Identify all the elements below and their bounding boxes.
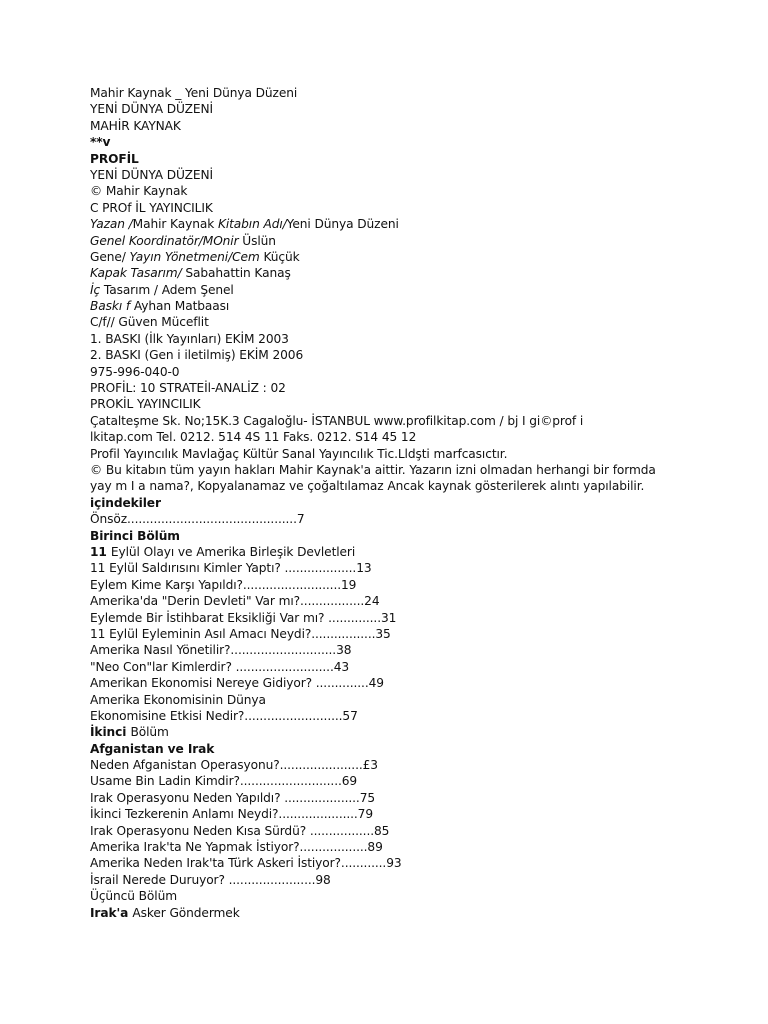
- part3-heading: Üçüncü Bölüm: [90, 889, 177, 904]
- toc-entry: Neden Afganistan Operasyonu?......................£3: [90, 758, 378, 773]
- interior-label: İç: [90, 282, 104, 297]
- toc-entry: Amerika Nasıl Yönetilir?............................38: [90, 643, 352, 658]
- toc-entry: İsrail Nerede Duruyor? .......................98: [90, 872, 331, 887]
- second-edition: 2. BASKI (Gen i iletilmiş) EKİM 2006: [90, 348, 304, 363]
- imprint-title: YENİ DÜNYA DÜZENİ: [90, 167, 214, 182]
- toc-entry: Amerika'da "Derin Devleti" Var mı?.................24: [90, 594, 380, 609]
- publisher-logo-text: PROFİL: [90, 151, 139, 166]
- copyright-line: © Mahir Kaynak: [90, 184, 188, 199]
- toc-entry: Amerika Ekonomisinin Dünya: [90, 692, 266, 707]
- part1-subtitle: [90, 544, 690, 560]
- toc-entry: Eylem Kime Karşı Yapıldı?..........................19: [90, 577, 357, 592]
- director-prefix: Gene/: [90, 249, 130, 264]
- book-title-upper: YENİ DÜNYA DÜZENİ: [90, 102, 214, 117]
- part3-subtitle-bold: Irak'a: [90, 905, 133, 920]
- coordinator-value: Üslün: [242, 233, 276, 248]
- binding-credit: C/f// Güven Müceflit: [90, 315, 209, 330]
- cover-design-credit: [90, 265, 690, 281]
- part3-subtitle-rest: Asker Göndermek: [132, 905, 240, 920]
- interior-design-credit: [90, 282, 690, 298]
- part3-subtitle: [90, 905, 690, 921]
- toc-entry: "Neo Con"lar Kimlerdir? ..........................43: [90, 659, 350, 674]
- toc-entry: Amerika Neden Irak'ta Türk Askeri İstiyor?............93: [90, 856, 402, 871]
- part2-heading-bold: İkinci: [90, 725, 131, 740]
- toc-entry: İkinci Tezkerenin Anlamı Neydi?.....................79: [90, 807, 373, 822]
- publisher-name: PROKİL YAYINCILIK: [90, 397, 201, 412]
- director-credit: [90, 249, 690, 265]
- coordinator-credit: [90, 233, 690, 249]
- coordinator-label: Genel Koordinatör/MOnir: [90, 233, 243, 248]
- part1-subtitle-text: Eylül Olayı ve Amerika Birleşik Devletleri: [110, 545, 356, 559]
- toc-entry: Eylemde Bir İstihbarat Eksikliği Var mı? ..............31: [90, 610, 397, 625]
- interior-value: Tasarım / Adem Şenel: [103, 282, 234, 297]
- asterisk-mark: **v: [90, 135, 111, 150]
- author-value: Mahir Kaynak: [132, 217, 218, 232]
- toc-entry: Irak Operasyonu Neden Yapıldı? ....................75: [90, 790, 375, 805]
- book-name-value: Yeni Dünya Düzeni: [286, 217, 399, 232]
- toc-entry: 11 Eylül Saldırısını Kimler Yaptı? ...................13: [90, 561, 372, 576]
- part2-heading-rest: Bölüm: [130, 725, 169, 740]
- document-page: [90, 85, 690, 921]
- first-edition: 1. BASKI (İlk Yayınları) EKİM 2003: [90, 331, 289, 346]
- toc-entry: Usame Bin Ladin Kimdir?...........................69: [90, 774, 358, 789]
- part2-heading: [90, 724, 690, 740]
- toc-entry: Ekonomisine Etkisi Nedir?..........................57: [90, 708, 358, 723]
- author-label: Yazan /: [90, 217, 133, 232]
- toc-entry: 11 Eylül Eyleminin Asıl Amacı Neydi?.................35: [90, 626, 391, 641]
- publisher-line: C PROf İL YAYINCILIK: [90, 200, 213, 215]
- cover-label: Kapak Tasarım/: [90, 266, 186, 281]
- part1-heading: Birinci Bölüm: [90, 528, 180, 543]
- rights-notice: © Bu kitabın tüm yayın hakları Mahir Kaynak'a aittir. Yazarın izni olmadan herhangi bir formda yay m I a nama?, Kopyalanamaz ve çoğaltılamaz Ancak kaynak gösterilerek alıntı yapılabilir.: [90, 463, 656, 494]
- toc-entry: Irak Operasyonu Neden Kısa Sürdü? .................85: [90, 823, 390, 838]
- book-name-label: Kitabın Adı/: [217, 217, 287, 232]
- director-label: Yayın Yönetmeni/Cem: [129, 249, 264, 264]
- director-value: Küçük: [263, 249, 300, 264]
- toc-foreword: Önsöz.............................................7: [90, 512, 305, 527]
- toc-heading: içindekiler: [90, 495, 161, 510]
- author-credit: [90, 216, 690, 232]
- print-credit: [90, 298, 690, 314]
- toc-entry: Amerika Irak'ta Ne Yapmak İstiyor?..................89: [90, 840, 383, 855]
- print-label: Baskı f: [90, 299, 134, 314]
- toc-entry: Amerikan Ekonomisi Nereye Gidiyor? ..............49: [90, 676, 384, 691]
- series-line: PROFİL: 10 STRATEİl-ANALİZ : 02: [90, 381, 286, 396]
- running-title: Mahir Kaynak _ Yeni Dünya Düzeni: [90, 86, 298, 100]
- publisher-address: Çatalteşme Sk. No;15K.3 Cagaloğlu- İSTANBUL www.profilkitap.com / bj I gi©prof i lkitap.com Tel. 0212. 514 4S 11 Faks. 0212. S14 45 12: [90, 413, 584, 445]
- author-upper: MAHİR KAYNAK: [90, 118, 181, 133]
- part2-subtitle: Afganistan ve Irak: [90, 741, 215, 756]
- isbn: 975-996-040-0: [90, 364, 180, 379]
- cover-value: Sabahattin Kanaş: [185, 266, 291, 281]
- print-value: Ayhan Matbaası: [133, 299, 230, 314]
- part1-subtitle-number: 11: [90, 545, 111, 559]
- trade-name-line: Profil Yayıncılık Mavlağaç Kültür Sanal Yayıncılık Tic.Lldşti marfcasıctır.: [90, 446, 508, 461]
